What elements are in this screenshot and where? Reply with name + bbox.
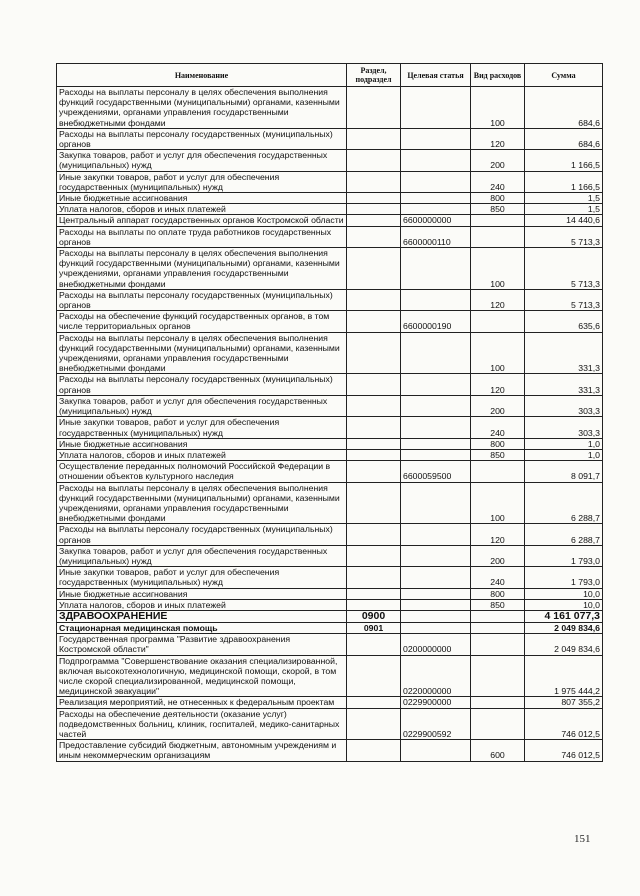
cell-sum: 5 713,3 — [525, 248, 603, 290]
table-row — [57, 610, 603, 622]
cell-sum: 10,0 — [525, 599, 603, 610]
header-target: Целевая статья — [401, 64, 471, 87]
table-row — [57, 374, 603, 395]
table-row — [57, 150, 603, 171]
cell-kind: 120 — [471, 128, 525, 149]
cell-target — [401, 150, 471, 171]
cell-sum: 2 049 834,6 — [525, 634, 603, 655]
cell-target — [401, 87, 471, 129]
cell-section — [347, 150, 401, 171]
cell-target — [401, 395, 471, 416]
table-row — [57, 438, 603, 449]
cell-kind — [471, 655, 525, 697]
header-section: Раздел, подраздел — [347, 64, 401, 87]
cell-sum: 5 713,3 — [525, 226, 603, 247]
cell-section — [347, 545, 401, 566]
cell-target — [401, 545, 471, 566]
cell-sum: 303,3 — [525, 395, 603, 416]
cell-section — [347, 128, 401, 149]
table-row — [57, 171, 603, 192]
cell-target: 6600000110 — [401, 226, 471, 247]
cell-section — [347, 599, 401, 610]
cell-kind: 200 — [471, 150, 525, 171]
cell-kind: 800 — [471, 588, 525, 599]
cell-name: Подпрограмма "Совершенствование оказания специализированной, включая высокотехнологичную, медицинской помощи, скорой, в том числе скорой специализированной, медицинской помощи, медицинской эвакуации" — [57, 655, 347, 697]
cell-kind — [471, 215, 525, 226]
cell-sum: 303,3 — [525, 417, 603, 438]
cell-target — [401, 599, 471, 610]
cell-kind: 100 — [471, 87, 525, 129]
cell-kind: 240 — [471, 417, 525, 438]
cell-kind — [471, 697, 525, 708]
header-sum: Сумма — [525, 64, 603, 87]
cell-target — [401, 417, 471, 438]
cell-target: 6600000000 — [401, 215, 471, 226]
table-row — [57, 248, 603, 290]
cell-section — [347, 449, 401, 460]
cell-sum: 8 091,7 — [525, 461, 603, 482]
cell-target — [401, 610, 471, 622]
cell-target — [401, 332, 471, 374]
cell-kind — [471, 708, 525, 740]
cell-name: Расходы на выплаты персоналу государственных (муниципальных) органов — [57, 374, 347, 395]
table-row — [57, 740, 603, 761]
cell-kind: 120 — [471, 289, 525, 310]
table-row — [57, 311, 603, 332]
cell-kind: 850 — [471, 449, 525, 460]
cell-kind: 120 — [471, 524, 525, 545]
cell-section — [347, 374, 401, 395]
cell-sum: 1 793,0 — [525, 567, 603, 588]
cell-name: Расходы на обеспечение функций государственных органов, в том числе территориальных органов — [57, 311, 347, 332]
cell-section — [347, 740, 401, 761]
cell-section — [347, 311, 401, 332]
cell-name: Государственная программа "Развитие здравоохранения Костромской области" — [57, 634, 347, 655]
cell-kind: 800 — [471, 438, 525, 449]
table-row — [57, 87, 603, 129]
cell-sum: 807 355,2 — [525, 697, 603, 708]
cell-sum: 331,3 — [525, 332, 603, 374]
cell-name: Расходы на выплаты персоналу в целях обеспечения выполнения функций государственными (муниципальными) органами, казенными учреждениями, органами управления государственными внебюджетными фондами — [57, 482, 347, 524]
cell-kind: 240 — [471, 567, 525, 588]
cell-name: Закупка товаров, работ и услуг для обеспечения государственных (муниципальных) нужд — [57, 545, 347, 566]
cell-section: 0901 — [347, 622, 401, 633]
table-row — [57, 708, 603, 740]
cell-sum: 331,3 — [525, 374, 603, 395]
table-row — [57, 622, 603, 633]
cell-name: Расходы на выплаты персоналу в целях обеспечения выполнения функций государственными (муниципальными) органами, казенными учреждениями, органами управления государственными внебюджетными фондами — [57, 248, 347, 290]
cell-section — [347, 417, 401, 438]
cell-kind: 200 — [471, 545, 525, 566]
cell-sum: 6 288,7 — [525, 482, 603, 524]
cell-name: Стационарная медицинская помощь — [57, 622, 347, 633]
cell-target — [401, 622, 471, 633]
cell-kind — [471, 622, 525, 633]
cell-sum: 2 049 834,6 — [525, 622, 603, 633]
cell-target: 6600059500 — [401, 461, 471, 482]
cell-sum: 684,6 — [525, 128, 603, 149]
cell-section — [347, 708, 401, 740]
cell-section — [347, 461, 401, 482]
cell-sum: 1,0 — [525, 438, 603, 449]
cell-target — [401, 740, 471, 761]
cell-sum: 5 713,3 — [525, 289, 603, 310]
cell-section — [347, 567, 401, 588]
cell-name: Закупка товаров, работ и услуг для обеспечения государственных (муниципальных) нужд — [57, 395, 347, 416]
cell-sum: 746 012,5 — [525, 708, 603, 740]
cell-name: Уплата налогов, сборов и иных платежей — [57, 204, 347, 215]
cell-name: Расходы на выплаты персоналу в целях обеспечения выполнения функций государственными (муниципальными) органами, казенными учреждениями, органами управления государственными внебюджетными фондами — [57, 332, 347, 374]
cell-name: Центральный аппарат государственных органов Костромской области — [57, 215, 347, 226]
cell-section — [347, 289, 401, 310]
cell-section — [347, 438, 401, 449]
table-row — [57, 395, 603, 416]
table-row — [57, 524, 603, 545]
cell-name: Расходы на обеспечение деятельности (оказание услуг) подведомственных больниц, клиник, госпиталей, медико-санитарных частей — [57, 708, 347, 740]
table-row — [57, 545, 603, 566]
cell-name: Расходы на выплаты по оплате труда работников государственных органов — [57, 226, 347, 247]
cell-section — [347, 395, 401, 416]
cell-target: 0229900000 — [401, 697, 471, 708]
cell-section: 0900 — [347, 610, 401, 622]
cell-target: 0220000000 — [401, 655, 471, 697]
cell-target — [401, 567, 471, 588]
cell-kind: 100 — [471, 332, 525, 374]
table-row — [57, 567, 603, 588]
cell-target — [401, 128, 471, 149]
cell-sum: 746 012,5 — [525, 740, 603, 761]
cell-kind — [471, 461, 525, 482]
table-row — [57, 697, 603, 708]
budget-table — [56, 63, 603, 762]
cell-target — [401, 171, 471, 192]
cell-kind: 850 — [471, 204, 525, 215]
table-row — [57, 204, 603, 215]
header-name: Наименование — [57, 64, 347, 87]
table-row — [57, 128, 603, 149]
cell-name: Расходы на выплаты персоналу в целях обеспечения выполнения функций государственными (муниципальными) органами, казенными учреждениями, органами управления государственными внебюджетными фондами — [57, 87, 347, 129]
cell-kind — [471, 311, 525, 332]
cell-sum: 1,0 — [525, 449, 603, 460]
table-row — [57, 226, 603, 247]
cell-name: ЗДРАВООХРАНЕНИЕ — [57, 610, 347, 622]
cell-section — [347, 634, 401, 655]
table-row — [57, 332, 603, 374]
cell-section — [347, 204, 401, 215]
cell-name: Расходы на выплаты персоналу государственных (муниципальных) органов — [57, 128, 347, 149]
table-row — [57, 634, 603, 655]
cell-name: Иные закупки товаров, работ и услуг для обеспечения государственных (муниципальных) нужд — [57, 171, 347, 192]
cell-target: 0229900592 — [401, 708, 471, 740]
cell-sum: 6 288,7 — [525, 524, 603, 545]
cell-target — [401, 193, 471, 204]
cell-target — [401, 289, 471, 310]
cell-name: Предоставление субсидий бюджетным, автономным учреждениям и иным некоммерческим организациям — [57, 740, 347, 761]
cell-name: Иные бюджетные ассигнования — [57, 193, 347, 204]
cell-name: Уплата налогов, сборов и иных платежей — [57, 599, 347, 610]
table-row — [57, 417, 603, 438]
cell-target — [401, 524, 471, 545]
page-number: 151 — [574, 833, 591, 845]
cell-sum: 1 975 444,2 — [525, 655, 603, 697]
cell-name: Расходы на выплаты персоналу государственных (муниципальных) органов — [57, 289, 347, 310]
cell-sum: 1 166,5 — [525, 171, 603, 192]
table-row — [57, 193, 603, 204]
cell-name: Иные бюджетные ассигнования — [57, 588, 347, 599]
cell-name: Осуществление переданных полномочий Российской Федерации в отношении объектов культурного наследия — [57, 461, 347, 482]
cell-section — [347, 171, 401, 192]
cell-kind: 800 — [471, 193, 525, 204]
cell-section — [347, 248, 401, 290]
cell-section — [347, 87, 401, 129]
cell-section — [347, 215, 401, 226]
cell-target — [401, 482, 471, 524]
cell-name: Уплата налогов, сборов и иных платежей — [57, 449, 347, 460]
cell-target — [401, 588, 471, 599]
table-row — [57, 461, 603, 482]
table-row — [57, 599, 603, 610]
cell-sum: 10,0 — [525, 588, 603, 599]
table-row — [57, 655, 603, 697]
cell-kind: 120 — [471, 374, 525, 395]
cell-target — [401, 449, 471, 460]
cell-target — [401, 374, 471, 395]
table-row — [57, 449, 603, 460]
table-row — [57, 215, 603, 226]
cell-sum: 684,6 — [525, 87, 603, 129]
cell-sum: 1 793,0 — [525, 545, 603, 566]
cell-kind — [471, 226, 525, 247]
cell-kind: 100 — [471, 248, 525, 290]
cell-kind — [471, 634, 525, 655]
cell-sum: 4 161 077,3 — [525, 610, 603, 622]
cell-kind: 200 — [471, 395, 525, 416]
table-header-row — [57, 64, 603, 87]
cell-section — [347, 524, 401, 545]
cell-sum: 1,5 — [525, 204, 603, 215]
cell-section — [347, 193, 401, 204]
cell-sum: 1,5 — [525, 193, 603, 204]
cell-name: Иные бюджетные ассигнования — [57, 438, 347, 449]
cell-sum: 1 166,5 — [525, 150, 603, 171]
cell-section — [347, 588, 401, 599]
header-kind: Вид расходов — [471, 64, 525, 87]
cell-kind: 600 — [471, 740, 525, 761]
cell-kind — [471, 610, 525, 622]
cell-target: 6600000190 — [401, 311, 471, 332]
cell-kind: 850 — [471, 599, 525, 610]
cell-target — [401, 248, 471, 290]
cell-section — [347, 655, 401, 697]
cell-target — [401, 438, 471, 449]
cell-name: Расходы на выплаты персоналу государственных (муниципальных) органов — [57, 524, 347, 545]
cell-kind: 100 — [471, 482, 525, 524]
cell-name: Иные закупки товаров, работ и услуг для обеспечения государственных (муниципальных) нужд — [57, 567, 347, 588]
table-row — [57, 482, 603, 524]
cell-section — [347, 482, 401, 524]
table-row — [57, 289, 603, 310]
cell-name: Реализация мероприятий, не отнесенных к федеральным проектам — [57, 697, 347, 708]
table-row — [57, 588, 603, 599]
cell-sum: 635,6 — [525, 311, 603, 332]
cell-name: Закупка товаров, работ и услуг для обеспечения государственных (муниципальных) нужд — [57, 150, 347, 171]
cell-section — [347, 332, 401, 374]
cell-name: Иные закупки товаров, работ и услуг для обеспечения государственных (муниципальных) нужд — [57, 417, 347, 438]
cell-target — [401, 204, 471, 215]
cell-section — [347, 226, 401, 247]
cell-kind: 240 — [471, 171, 525, 192]
cell-sum: 14 440,6 — [525, 215, 603, 226]
cell-section — [347, 697, 401, 708]
cell-target: 0200000000 — [401, 634, 471, 655]
